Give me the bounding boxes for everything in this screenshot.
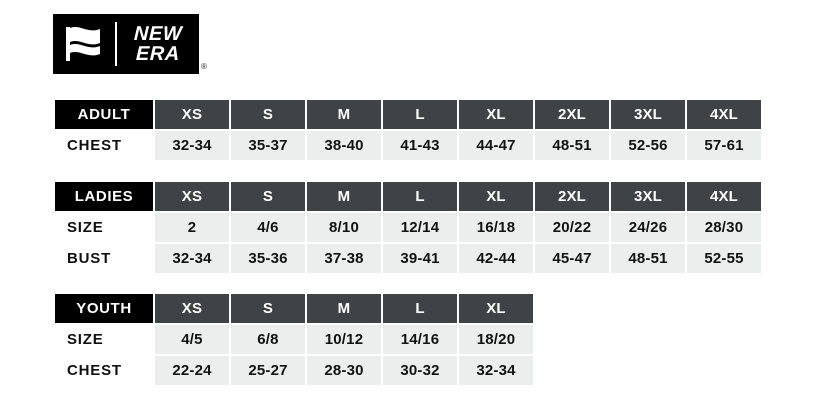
table-cell: 52-55 bbox=[686, 243, 762, 274]
table-cell: 28/30 bbox=[686, 212, 762, 243]
table-cell: 18/20 bbox=[458, 324, 534, 355]
table-cell: 20/22 bbox=[534, 212, 610, 243]
column-header: 2XL bbox=[534, 181, 610, 212]
table-cell: 39-41 bbox=[382, 243, 458, 274]
table-header-row bbox=[54, 181, 762, 212]
logo-word-era: ERA bbox=[135, 43, 181, 65]
adult-size-table bbox=[53, 98, 763, 162]
table-cell: 48-51 bbox=[534, 130, 610, 161]
column-header: XL bbox=[458, 293, 534, 324]
column-header: 3XL bbox=[610, 99, 686, 130]
row-label: BUST bbox=[54, 243, 154, 274]
column-header: L bbox=[382, 293, 458, 324]
column-header: XS bbox=[154, 293, 230, 324]
table-cell: 10/12 bbox=[306, 324, 382, 355]
table-cell: 8/10 bbox=[306, 212, 382, 243]
table-cell: 45-47 bbox=[534, 243, 610, 274]
table-cell: 30-32 bbox=[382, 355, 458, 386]
table-cell: 16/18 bbox=[458, 212, 534, 243]
table-title-youth: YOUTH bbox=[54, 293, 154, 324]
table-cell: 32-34 bbox=[154, 243, 230, 274]
column-header: XS bbox=[154, 181, 230, 212]
table-header-row bbox=[54, 293, 534, 324]
table-cell: 32-34 bbox=[458, 355, 534, 386]
column-header: XL bbox=[458, 181, 534, 212]
new-era-logo bbox=[53, 14, 199, 74]
column-header: L bbox=[382, 99, 458, 130]
table-cell: 37-38 bbox=[306, 243, 382, 274]
table-cell: 32-34 bbox=[154, 130, 230, 161]
column-header: XS bbox=[154, 99, 230, 130]
table-cell: 41-43 bbox=[382, 130, 458, 161]
ladies-size-table bbox=[53, 180, 763, 275]
table-row bbox=[54, 243, 762, 274]
row-label: SIZE bbox=[54, 324, 154, 355]
column-header: 3XL bbox=[610, 181, 686, 212]
table-title-ladies: LADIES bbox=[54, 181, 154, 212]
table-cell: 38-40 bbox=[306, 130, 382, 161]
column-header: S bbox=[230, 181, 306, 212]
table-row bbox=[54, 130, 762, 161]
column-header: 4XL bbox=[686, 181, 762, 212]
table-cell: 35-36 bbox=[230, 243, 306, 274]
table-cell: 35-37 bbox=[230, 130, 306, 161]
table-row bbox=[54, 324, 534, 355]
table-cell: 48-51 bbox=[610, 243, 686, 274]
column-header: M bbox=[306, 181, 382, 212]
table-row bbox=[54, 355, 534, 386]
row-label: CHEST bbox=[54, 355, 154, 386]
table-title-adult: ADULT bbox=[54, 99, 154, 130]
table-cell: 42-44 bbox=[458, 243, 534, 274]
table-cell: 4/5 bbox=[154, 324, 230, 355]
logo-wordmark bbox=[117, 24, 199, 64]
table-cell: 6/8 bbox=[230, 324, 306, 355]
table-cell: 52-56 bbox=[610, 130, 686, 161]
table-cell: 28-30 bbox=[306, 355, 382, 386]
table-cell: 22-24 bbox=[154, 355, 230, 386]
table-cell: 4/6 bbox=[230, 212, 306, 243]
logo-word-new: NEW bbox=[133, 23, 183, 45]
row-label: CHEST bbox=[54, 130, 154, 161]
registered-trademark-symbol: ® bbox=[201, 62, 207, 71]
column-header: S bbox=[230, 293, 306, 324]
table-cell: 14/16 bbox=[382, 324, 458, 355]
column-header: XL bbox=[458, 99, 534, 130]
column-header: 4XL bbox=[686, 99, 762, 130]
column-header: L bbox=[382, 181, 458, 212]
row-label: SIZE bbox=[54, 212, 154, 243]
column-header: M bbox=[306, 293, 382, 324]
table-header-row bbox=[54, 99, 762, 130]
column-header: 2XL bbox=[534, 99, 610, 130]
table-cell: 2 bbox=[154, 212, 230, 243]
table-cell: 44-47 bbox=[458, 130, 534, 161]
table-cell: 12/14 bbox=[382, 212, 458, 243]
new-era-flag-icon bbox=[53, 14, 115, 74]
table-cell: 24/26 bbox=[610, 212, 686, 243]
table-cell: 25-27 bbox=[230, 355, 306, 386]
column-header: M bbox=[306, 99, 382, 130]
table-row bbox=[54, 212, 762, 243]
column-header: S bbox=[230, 99, 306, 130]
youth-size-table bbox=[53, 292, 535, 387]
table-cell: 57-61 bbox=[686, 130, 762, 161]
